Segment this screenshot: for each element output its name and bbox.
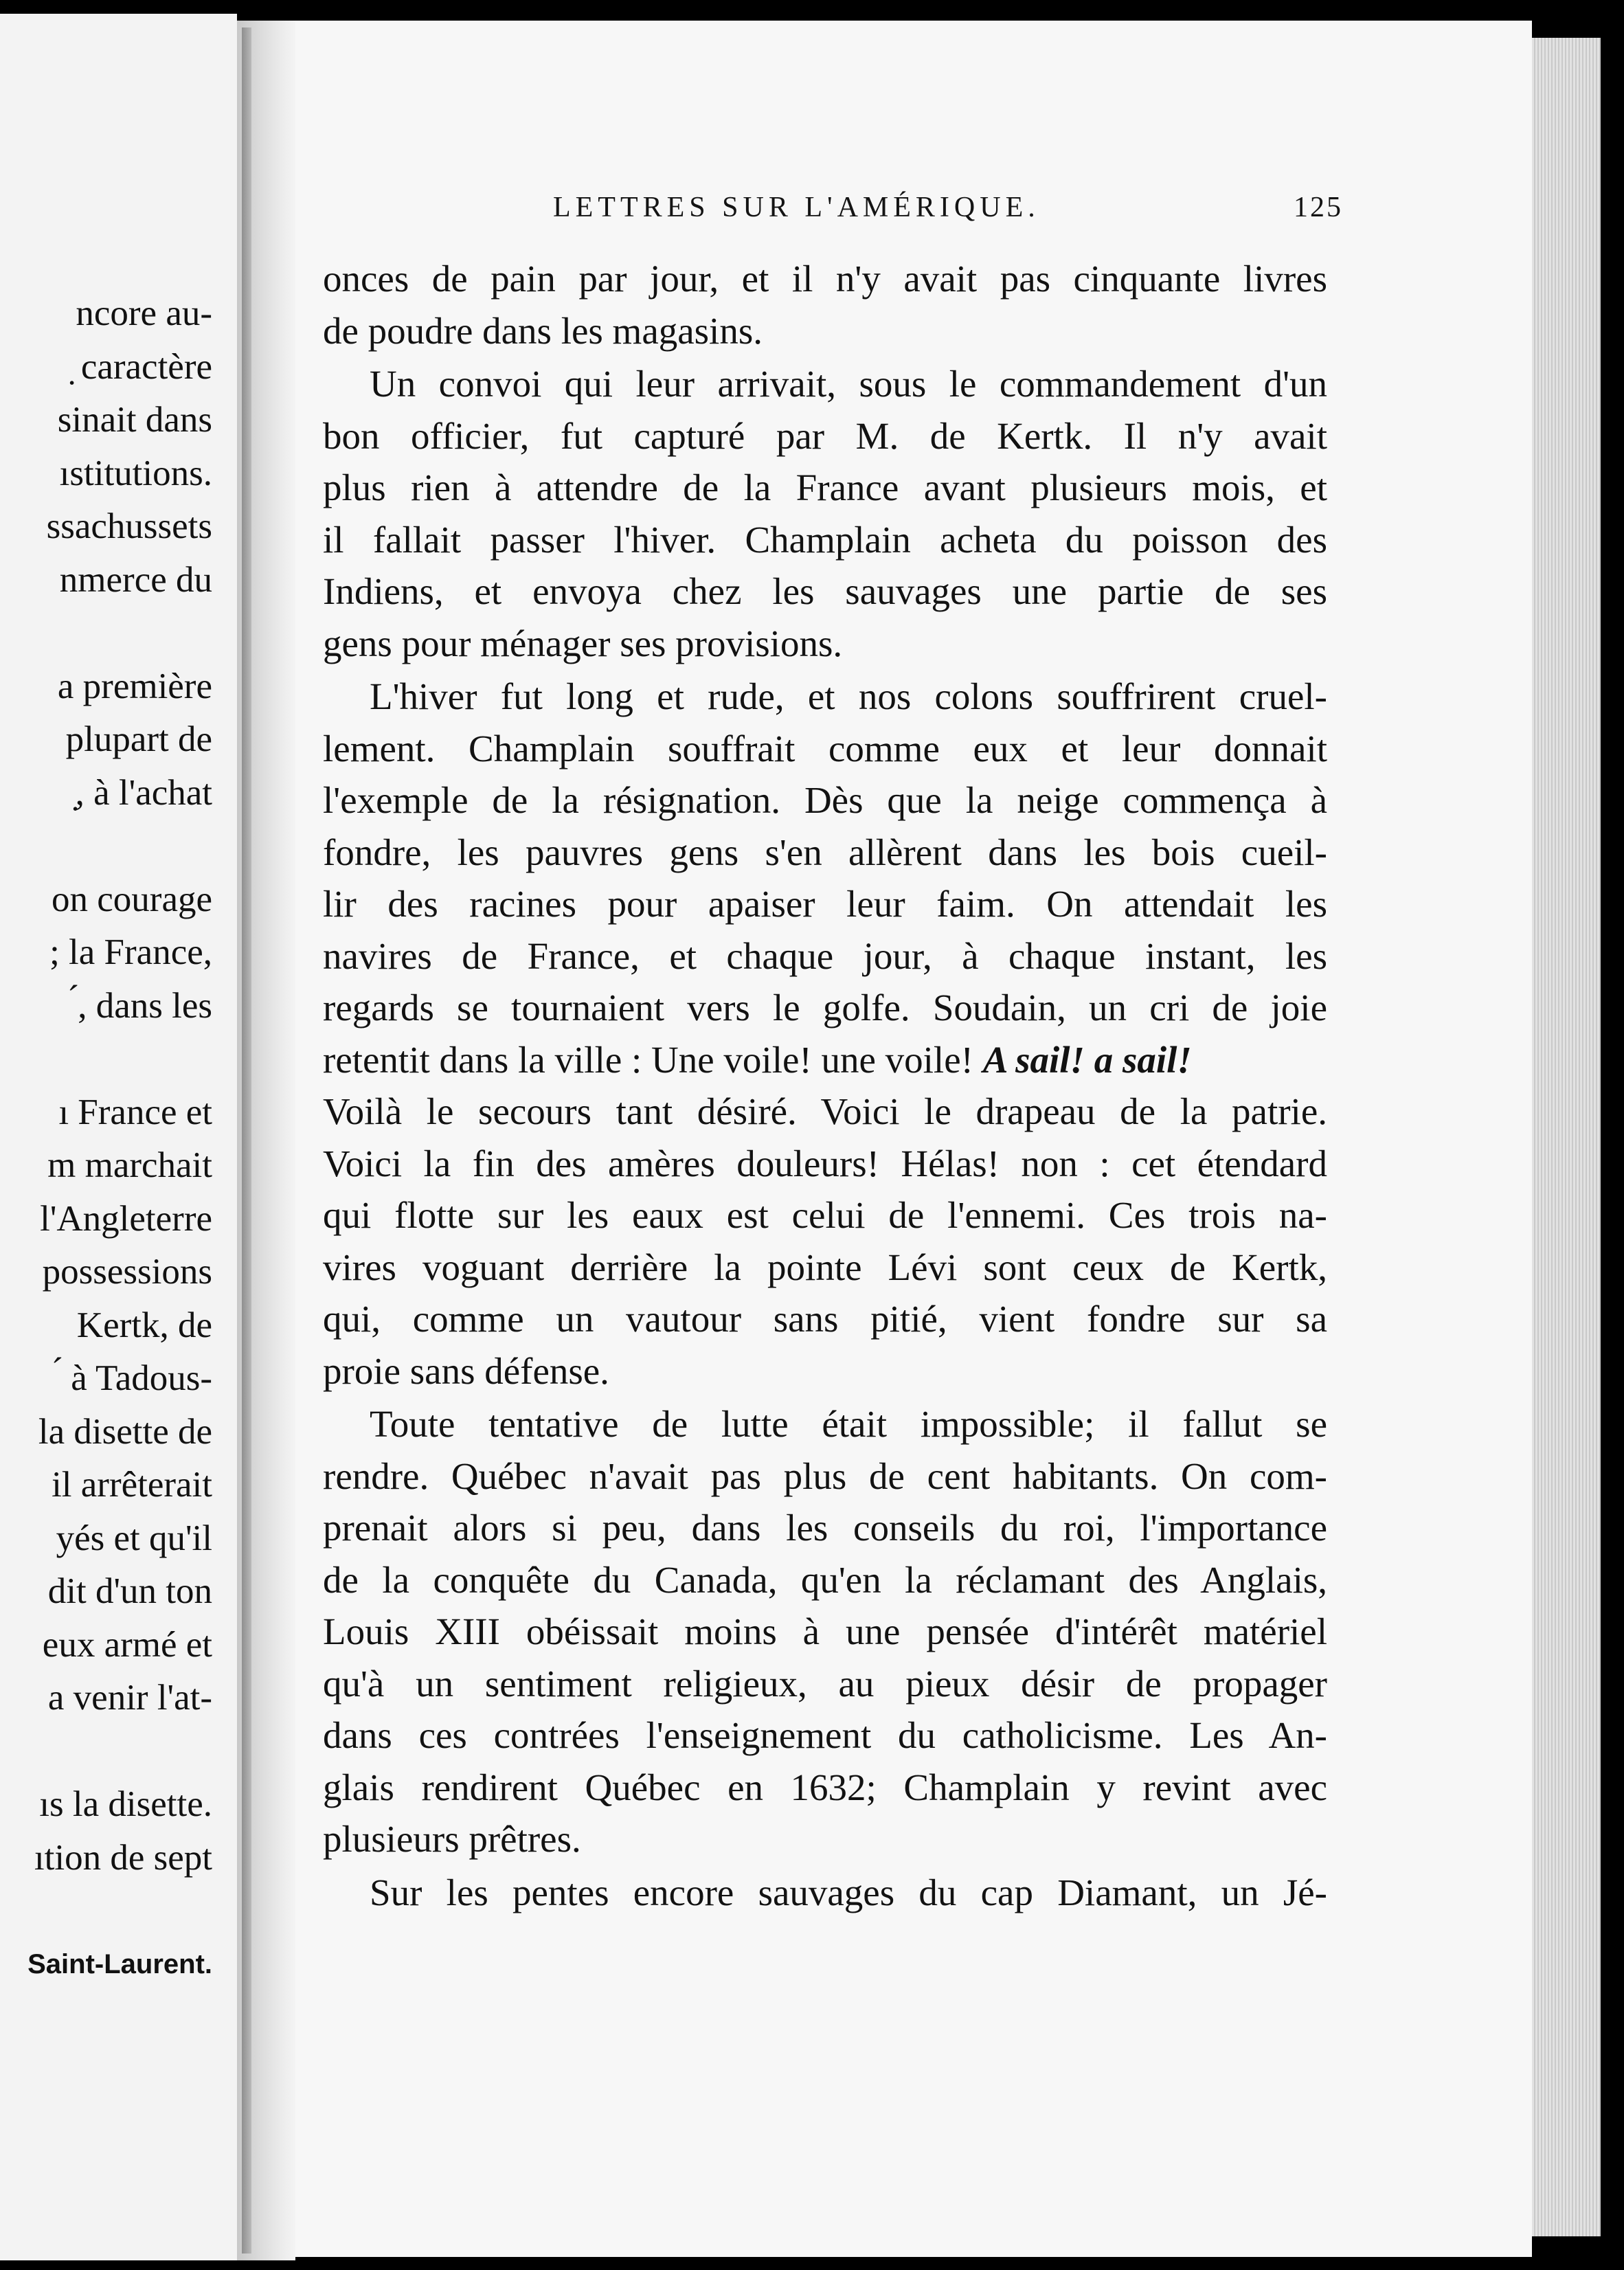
- text-line: Louis XIII obéissait moins à une pensée d'intérêt matériel: [323, 1610, 1327, 1652]
- text-line: [323, 1034, 1327, 1086]
- previous-page-line: ́, dans les: [78, 985, 212, 1026]
- previous-page-line: yés et qu'il: [56, 1518, 212, 1558]
- running-header: [553, 191, 1343, 232]
- text-line: plus rien à attendre de la France avant plusieurs mois, et: [323, 467, 1327, 508]
- text-line: proie sans défense.: [323, 1349, 609, 1392]
- previous-page-line: ̣, à l'achat: [75, 772, 212, 813]
- previous-page-line: a venir l'at-: [47, 1678, 212, 1718]
- text-line: Voilà le secours tant désiré. Voici le drapeau de la patrie.: [323, 1090, 1327, 1132]
- previous-page-line: ; la France,: [49, 932, 212, 972]
- text-line: rendre. Québec n'avait pas plus de cent habitants. On com-: [323, 1454, 1327, 1497]
- text-line: onces de pain par jour, et il n'y avait pas cinquante livres: [323, 258, 1327, 300]
- page-number: 125: [1294, 192, 1343, 223]
- previous-page-line: l'Angleterre: [40, 1198, 212, 1239]
- previous-page-line: ́ à Tadous-: [61, 1358, 212, 1398]
- previous-page-line: ̣ caractère: [71, 346, 212, 387]
- running-title: LETTRES SUR L'AMÉRIQUE.: [553, 192, 1040, 223]
- previous-page-line: ssachussets: [46, 506, 212, 546]
- previous-page-line: [0, 1725, 212, 1779]
- text-line: qu'à un sentiment religieux, au pieux désir de propager: [323, 1662, 1327, 1705]
- previous-page-line: ıtion de sept: [34, 1837, 212, 1878]
- previous-page-line: m marchait: [47, 1145, 212, 1185]
- previous-page-text: [0, 287, 212, 1991]
- previous-page-line: ıs la disette.: [39, 1784, 212, 1824]
- text-line: de poudre dans les magasins.: [323, 309, 763, 352]
- previous-page-line: [0, 607, 212, 660]
- italic-phrase: A sail! a sail!: [982, 1038, 1192, 1081]
- previous-page-line: sinait dans: [57, 400, 212, 440]
- previous-page-line: dit d'un ton: [47, 1571, 212, 1611]
- previous-page-fragment: [0, 14, 237, 2260]
- text-line: L'hiver fut long et rude, et nos colons souffrirent cruel-: [370, 675, 1327, 717]
- previous-page-line: nmerce du: [59, 559, 212, 600]
- text-line: bon officier, fut capturé par M. de Kertk. Il n'y avait: [323, 414, 1327, 457]
- text-line: fondre, les pauvres gens s'en allèrent dans les bois cueil-: [323, 831, 1327, 873]
- text-line: qui, comme un vautour sans pitié, vient fondre sur sa: [323, 1298, 1327, 1340]
- text-line: Voici la fin des amères douleurs! Hélas! non : cet étendard: [323, 1142, 1327, 1184]
- previous-page-line: possessions: [42, 1252, 212, 1292]
- page-body-text: [323, 253, 1327, 1918]
- previous-page-line: on courage: [52, 879, 212, 919]
- text-line: gens pour ménager ses provisions.: [323, 622, 843, 664]
- text-line: navires de France, et chaque jour, à chaque instant, les: [323, 934, 1327, 977]
- previous-page-line: il arrêterait: [52, 1465, 212, 1505]
- text-line: dans ces contrées l'enseignement du catholicisme. Les An-: [323, 1714, 1327, 1756]
- text-line: Sur les pentes encore sauvages du cap Diamant, un Jé-: [370, 1871, 1327, 1913]
- text-line: Toute tentative de lutte était impossible; il fallut se: [370, 1403, 1327, 1445]
- previous-page-line: [0, 1885, 212, 1938]
- previous-page-line: eux armé et: [42, 1624, 212, 1665]
- previous-page-line: ncore au-: [76, 293, 212, 333]
- previous-page-line: [0, 1033, 212, 1086]
- previous-page-line: a première: [57, 666, 212, 706]
- text-line: glais rendirent Québec en 1632; Champlain y revint avec: [323, 1766, 1327, 1808]
- text-line-segment: retentit dans la ville : Une voile! une voile!: [323, 1038, 973, 1081]
- previous-page-line: Kertk, de: [76, 1305, 212, 1345]
- text-line: prenait alors si peu, dans les conseils du roi, l'importance: [323, 1507, 1327, 1549]
- text-line: Un convoi qui leur arrivait, sous le commandement d'un: [370, 363, 1327, 405]
- text-line: l'exemple de la résignation. Dès que la neige commença à: [323, 779, 1327, 821]
- previous-page-footnote: Saint-Laurent.: [27, 1948, 212, 1979]
- text-line: Indiens, et envoya chez les sauvages une partie de ses: [323, 570, 1327, 612]
- previous-page-line: la disette de: [38, 1411, 212, 1452]
- text-line: plusieurs prêtres.: [323, 1818, 581, 1860]
- text-line: lement. Champlain souffrait comme eux et leur donnait: [323, 727, 1327, 769]
- spine-shadow: [242, 27, 251, 2254]
- previous-page-line: plupart de: [65, 719, 212, 759]
- page-edge-stack: [1532, 38, 1601, 2236]
- text-line: lir des racines pour apaiser leur faim. On attendait les: [323, 883, 1327, 925]
- text-line: regards se tournaient vers le golfe. Soudain, un cri de joie: [323, 987, 1327, 1029]
- text-line: vires voguant derrière la pointe Lévi sont ceux de Kertk,: [323, 1246, 1327, 1288]
- previous-page-line: [0, 820, 212, 873]
- previous-page-line: ıstitutions.: [59, 453, 212, 493]
- text-line: de la conquête du Canada, qu'en la réclamant des Anglais,: [323, 1558, 1327, 1601]
- previous-page-line: ı France et: [58, 1092, 212, 1132]
- text-line: qui flotte sur les eaux est celui de l'ennemi. Ces trois na-: [323, 1194, 1327, 1236]
- text-line: il fallait passer l'hiver. Champlain acheta du poisson des: [323, 518, 1327, 561]
